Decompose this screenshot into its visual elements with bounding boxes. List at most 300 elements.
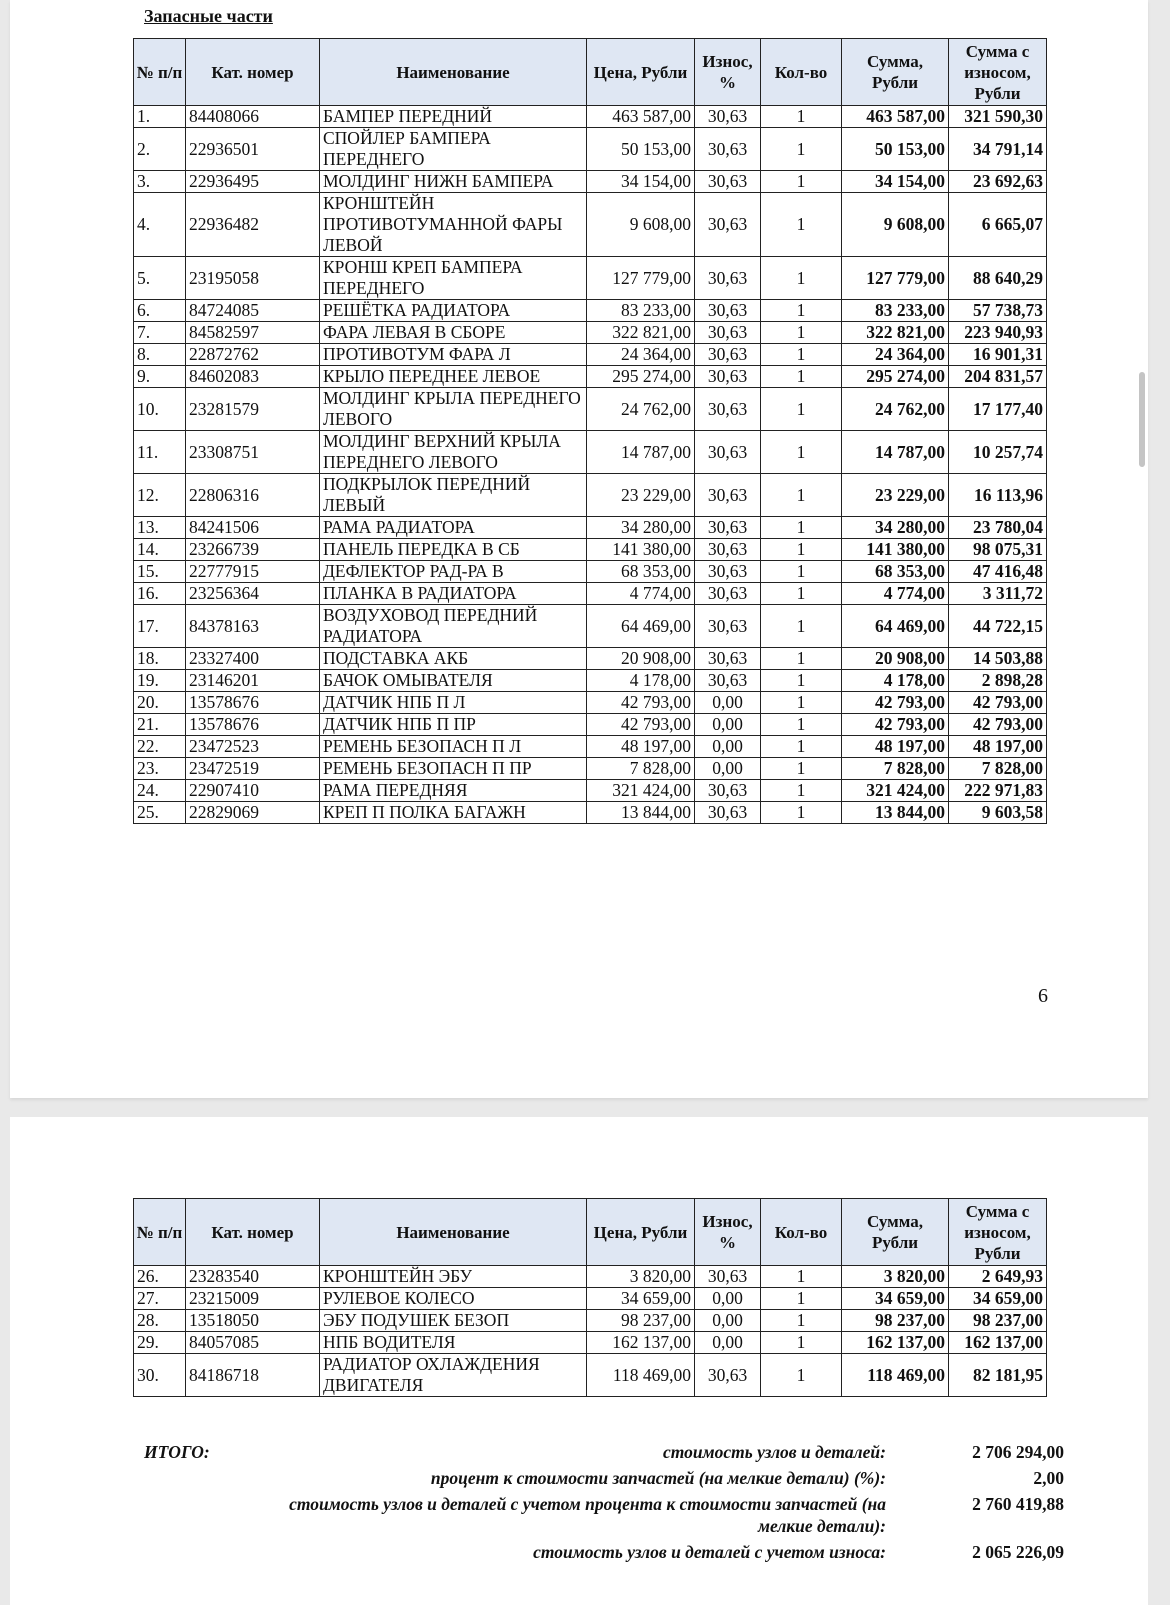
- cell-cat-number: 84057085: [186, 1332, 320, 1354]
- col-header-price: Цена, Рубли: [587, 1199, 695, 1266]
- cell-sum: 4 774,00: [842, 583, 949, 605]
- cell-price: 4 178,00: [587, 670, 695, 692]
- cell-name: ПОДКРЫЛОК ПЕРЕДНИЙ ЛЕВЫЙ: [320, 474, 587, 517]
- cell-number: 1.: [134, 106, 186, 128]
- cell-wear: 0,00: [695, 736, 761, 758]
- cell-qty: 1: [761, 648, 842, 670]
- cell-wear: 30,63: [695, 474, 761, 517]
- cell-cat-number: 13578676: [186, 692, 320, 714]
- cell-sum-with-wear: 47 416,48: [949, 561, 1047, 583]
- cell-wear: 30,63: [695, 1354, 761, 1397]
- cell-sum: 118 469,00: [842, 1354, 949, 1397]
- cell-sum: 295 274,00: [842, 366, 949, 388]
- cell-sum-with-wear: 3 311,72: [949, 583, 1047, 605]
- cell-number: 25.: [134, 802, 186, 824]
- col-header-name: Наименование: [320, 1199, 587, 1266]
- cell-sum: 7 828,00: [842, 758, 949, 780]
- cell-qty: 1: [761, 583, 842, 605]
- cell-price: 463 587,00: [587, 106, 695, 128]
- cell-cat-number: 23256364: [186, 583, 320, 605]
- cell-name: КРЫЛО ПЕРЕДНЕЕ ЛЕВОЕ: [320, 366, 587, 388]
- cell-name: ДАТЧИК НПБ П Л: [320, 692, 587, 714]
- cell-qty: 1: [761, 780, 842, 802]
- cell-sum: 48 197,00: [842, 736, 949, 758]
- parts-table-body-page-2: [134, 1266, 1047, 1397]
- cell-wear: 0,00: [695, 692, 761, 714]
- col-header-number: № п/п: [134, 1199, 186, 1266]
- cell-cat-number: 22872762: [186, 344, 320, 366]
- cell-wear: 0,00: [695, 1288, 761, 1310]
- cell-name: РУЛЕВОЕ КОЛЕСО: [320, 1288, 587, 1310]
- table-row: [134, 758, 1047, 780]
- cell-sum: 24 364,00: [842, 344, 949, 366]
- cell-price: 34 154,00: [587, 171, 695, 193]
- table-row: [134, 1310, 1047, 1332]
- cell-sum: 68 353,00: [842, 561, 949, 583]
- cell-wear: 30,63: [695, 300, 761, 322]
- cell-qty: 1: [761, 128, 842, 171]
- cell-price: 42 793,00: [587, 692, 695, 714]
- cell-sum: 141 380,00: [842, 539, 949, 561]
- cell-number: 22.: [134, 736, 186, 758]
- cell-cat-number: 23215009: [186, 1288, 320, 1310]
- cell-number: 17.: [134, 605, 186, 648]
- cell-name: РЕМЕНЬ БЕЗОПАСН П ПР: [320, 758, 587, 780]
- cell-sum: 9 608,00: [842, 193, 949, 257]
- cell-price: 295 274,00: [587, 366, 695, 388]
- cell-number: 7.: [134, 322, 186, 344]
- cell-number: 4.: [134, 193, 186, 257]
- cell-sum: 322 821,00: [842, 322, 949, 344]
- cell-number: 3.: [134, 171, 186, 193]
- cell-qty: 1: [761, 517, 842, 539]
- cell-wear: 30,63: [695, 322, 761, 344]
- cell-sum-with-wear: 321 590,30: [949, 106, 1047, 128]
- cell-cat-number: 23472519: [186, 758, 320, 780]
- cell-price: 23 229,00: [587, 474, 695, 517]
- parts-table-body-page-1: [134, 106, 1047, 824]
- totals-row: [144, 1441, 1064, 1467]
- cell-wear: 0,00: [695, 714, 761, 736]
- table-row: [134, 300, 1047, 322]
- cell-price: 118 469,00: [587, 1354, 695, 1397]
- cell-wear: 0,00: [695, 1310, 761, 1332]
- cell-sum-with-wear: 88 640,29: [949, 257, 1047, 300]
- cell-wear: 30,63: [695, 802, 761, 824]
- cell-wear: 30,63: [695, 605, 761, 648]
- col-header-sum: Сумма, Рубли: [842, 39, 949, 106]
- cell-name: ПРОТИВОТУМ ФАРА Л: [320, 344, 587, 366]
- cell-name: ПОДСТАВКА АКБ: [320, 648, 587, 670]
- cell-wear: 30,63: [695, 670, 761, 692]
- cell-number: 29.: [134, 1332, 186, 1354]
- cell-price: 68 353,00: [587, 561, 695, 583]
- cell-number: 8.: [134, 344, 186, 366]
- cell-number: 2.: [134, 128, 186, 171]
- cell-price: 321 424,00: [587, 780, 695, 802]
- cell-cat-number: 23281579: [186, 388, 320, 431]
- cell-sum-with-wear: 17 177,40: [949, 388, 1047, 431]
- col-header-cat-number: Кат. номер: [186, 39, 320, 106]
- cell-cat-number: 84724085: [186, 300, 320, 322]
- cell-number: 16.: [134, 583, 186, 605]
- cell-name: СПОЙЛЕР БАМПЕРА ПЕРЕДНЕГО: [320, 128, 587, 171]
- cell-sum: 83 233,00: [842, 300, 949, 322]
- cell-cat-number: 84602083: [186, 366, 320, 388]
- cell-name: МОЛДИНГ НИЖН БАМПЕРА: [320, 171, 587, 193]
- cell-cat-number: 84582597: [186, 322, 320, 344]
- document-page-1: [10, 0, 1148, 1098]
- cell-price: 83 233,00: [587, 300, 695, 322]
- cell-sum: 4 178,00: [842, 670, 949, 692]
- cell-price: 322 821,00: [587, 322, 695, 344]
- cell-sum: 34 154,00: [842, 171, 949, 193]
- cell-sum: 34 659,00: [842, 1288, 949, 1310]
- cell-sum: 50 153,00: [842, 128, 949, 171]
- cell-number: 9.: [134, 366, 186, 388]
- cell-sum-with-wear: 223 940,93: [949, 322, 1047, 344]
- cell-qty: 1: [761, 692, 842, 714]
- scrollbar-thumb[interactable]: [1139, 372, 1145, 467]
- cell-sum: 20 908,00: [842, 648, 949, 670]
- cell-name: ДАТЧИК НПБ П ПР: [320, 714, 587, 736]
- table-row: [134, 780, 1047, 802]
- total-label: стоимость узлов и деталей с учетом износа:: [533, 1542, 886, 1562]
- col-header-name: Наименование: [320, 39, 587, 106]
- cell-number: 27.: [134, 1288, 186, 1310]
- cell-number: 13.: [134, 517, 186, 539]
- cell-price: 34 280,00: [587, 517, 695, 539]
- cell-cat-number: 84408066: [186, 106, 320, 128]
- table-row: [134, 474, 1047, 517]
- cell-sum-with-wear: 14 503,88: [949, 648, 1047, 670]
- cell-wear: 30,63: [695, 517, 761, 539]
- cell-sum-with-wear: 42 793,00: [949, 692, 1047, 714]
- col-header-qty: Кол-во: [761, 39, 842, 106]
- cell-cat-number: 23146201: [186, 670, 320, 692]
- cell-cat-number: 22907410: [186, 780, 320, 802]
- cell-name: РЕШЁТКА РАДИАТОРА: [320, 300, 587, 322]
- cell-price: 24 364,00: [587, 344, 695, 366]
- col-header-wear: Износ, %: [695, 1199, 761, 1266]
- table-row: [134, 714, 1047, 736]
- cell-sum-with-wear: 222 971,83: [949, 780, 1047, 802]
- cell-wear: 30,63: [695, 257, 761, 300]
- cell-qty: 1: [761, 1310, 842, 1332]
- col-header-cat-number: Кат. номер: [186, 1199, 320, 1266]
- cell-cat-number: 22936501: [186, 128, 320, 171]
- table-row: [134, 1332, 1047, 1354]
- cell-name: КРЕП П ПОЛКА БАГАЖН: [320, 802, 587, 824]
- cell-qty: 1: [761, 714, 842, 736]
- cell-qty: 1: [761, 366, 842, 388]
- cell-sum: 321 424,00: [842, 780, 949, 802]
- col-header-wear: Износ, %: [695, 39, 761, 106]
- cell-number: 15.: [134, 561, 186, 583]
- table-row: [134, 736, 1047, 758]
- cell-name: НПБ ВОДИТЕЛЯ: [320, 1332, 587, 1354]
- table-row: [134, 1266, 1047, 1288]
- cell-price: 34 659,00: [587, 1288, 695, 1310]
- cell-number: 28.: [134, 1310, 186, 1332]
- cell-cat-number: 13578676: [186, 714, 320, 736]
- cell-sum: 98 237,00: [842, 1310, 949, 1332]
- cell-number: 23.: [134, 758, 186, 780]
- cell-name: РАДИАТОР ОХЛАЖДЕНИЯ ДВИГАТЕЛЯ: [320, 1354, 587, 1397]
- cell-qty: 1: [761, 474, 842, 517]
- cell-sum-with-wear: 34 659,00: [949, 1288, 1047, 1310]
- cell-qty: 1: [761, 802, 842, 824]
- cell-sum: 42 793,00: [842, 692, 949, 714]
- cell-cat-number: 23195058: [186, 257, 320, 300]
- cell-sum-with-wear: 44 722,15: [949, 605, 1047, 648]
- cell-price: 9 608,00: [587, 193, 695, 257]
- cell-sum-with-wear: 6 665,07: [949, 193, 1047, 257]
- cell-wear: 30,63: [695, 366, 761, 388]
- totals-block: [144, 1441, 1064, 1567]
- cell-cat-number: 23266739: [186, 539, 320, 561]
- cell-qty: 1: [761, 605, 842, 648]
- total-value: 2 065 226,09: [972, 1542, 1064, 1562]
- cell-sum-with-wear: 98 075,31: [949, 539, 1047, 561]
- cell-price: 127 779,00: [587, 257, 695, 300]
- cell-sum-with-wear: 9 603,58: [949, 802, 1047, 824]
- cell-qty: 1: [761, 171, 842, 193]
- table-row: [134, 648, 1047, 670]
- cell-sum-with-wear: 42 793,00: [949, 714, 1047, 736]
- table-row: [134, 106, 1047, 128]
- cell-price: 162 137,00: [587, 1332, 695, 1354]
- cell-sum-with-wear: 34 791,14: [949, 128, 1047, 171]
- cell-price: 141 380,00: [587, 539, 695, 561]
- total-value: 2 760 419,88: [972, 1494, 1064, 1514]
- cell-price: 42 793,00: [587, 714, 695, 736]
- table-row: [134, 692, 1047, 714]
- table-row: [134, 539, 1047, 561]
- cell-wear: 30,63: [695, 106, 761, 128]
- cell-number: 19.: [134, 670, 186, 692]
- total-value: 2 706 294,00: [972, 1442, 1064, 1462]
- cell-sum-with-wear: 57 738,73: [949, 300, 1047, 322]
- cell-qty: 1: [761, 300, 842, 322]
- cell-cat-number: 23472523: [186, 736, 320, 758]
- cell-name: ПЛАНКА В РАДИАТОРА: [320, 583, 587, 605]
- cell-wear: 30,63: [695, 128, 761, 171]
- section-title: Запасные части: [144, 6, 273, 26]
- table-header-row: [134, 1199, 1047, 1266]
- cell-qty: 1: [761, 1354, 842, 1397]
- cell-qty: 1: [761, 106, 842, 128]
- cell-name: КРОНШТЕЙН ПРОТИВОТУМАННОЙ ФАРЫ ЛЕВОЙ: [320, 193, 587, 257]
- table-row: [134, 517, 1047, 539]
- cell-sum-with-wear: 10 257,74: [949, 431, 1047, 474]
- cell-name: ЭБУ ПОДУШЕК БЕЗОП: [320, 1310, 587, 1332]
- cell-wear: 0,00: [695, 1332, 761, 1354]
- cell-cat-number: 84378163: [186, 605, 320, 648]
- cell-wear: 30,63: [695, 583, 761, 605]
- cell-number: 26.: [134, 1266, 186, 1288]
- cell-sum-with-wear: 16 901,31: [949, 344, 1047, 366]
- cell-price: 3 820,00: [587, 1266, 695, 1288]
- cell-qty: 1: [761, 561, 842, 583]
- cell-wear: 30,63: [695, 1266, 761, 1288]
- cell-price: 98 237,00: [587, 1310, 695, 1332]
- cell-qty: 1: [761, 539, 842, 561]
- table-row: [134, 128, 1047, 171]
- table-row: [134, 1354, 1047, 1397]
- cell-wear: 30,63: [695, 193, 761, 257]
- cell-sum: 23 229,00: [842, 474, 949, 517]
- totals-row: [144, 1493, 1064, 1541]
- cell-name: КРОНШ КРЕП БАМПЕРА ПЕРЕДНЕГО: [320, 257, 587, 300]
- table-row: [134, 257, 1047, 300]
- cell-price: 14 787,00: [587, 431, 695, 474]
- cell-name: МОЛДИНГ ВЕРХНИЙ КРЫЛА ПЕРЕДНЕГО ЛЕВОГО: [320, 431, 587, 474]
- cell-cat-number: 22936482: [186, 193, 320, 257]
- cell-qty: 1: [761, 322, 842, 344]
- cell-name: МОЛДИНГ КРЫЛА ПЕРЕДНЕГО ЛЕВОГО: [320, 388, 587, 431]
- table-row: [134, 171, 1047, 193]
- total-value: 2,00: [1033, 1468, 1064, 1488]
- cell-cat-number: 23308751: [186, 431, 320, 474]
- cell-name: РЕМЕНЬ БЕЗОПАСН П Л: [320, 736, 587, 758]
- cell-sum: 34 280,00: [842, 517, 949, 539]
- table-row: [134, 605, 1047, 648]
- parts-table-page-1: [133, 38, 1047, 824]
- cell-sum: 14 787,00: [842, 431, 949, 474]
- table-row: [134, 322, 1047, 344]
- cell-wear: 30,63: [695, 780, 761, 802]
- col-header-number: № п/п: [134, 39, 186, 106]
- document-page-2: [10, 1117, 1148, 1605]
- total-label: стоимость узлов и деталей с учетом процента к стоимости запчастей (на мелкие детали):: [289, 1494, 886, 1536]
- table-header-row: [134, 39, 1047, 106]
- cell-name: КРОНШТЕЙН ЭБУ: [320, 1266, 587, 1288]
- table-row: [134, 388, 1047, 431]
- cell-sum-with-wear: 48 197,00: [949, 736, 1047, 758]
- cell-sum: 463 587,00: [842, 106, 949, 128]
- cell-sum: 42 793,00: [842, 714, 949, 736]
- cell-sum-with-wear: 7 828,00: [949, 758, 1047, 780]
- cell-name: ФАРА ЛЕВАЯ В СБОРЕ: [320, 322, 587, 344]
- cell-number: 10.: [134, 388, 186, 431]
- cell-name: БАМПЕР ПЕРЕДНИЙ: [320, 106, 587, 128]
- cell-qty: 1: [761, 758, 842, 780]
- table-row: [134, 583, 1047, 605]
- cell-wear: 0,00: [695, 758, 761, 780]
- cell-name: ПАНЕЛЬ ПЕРЕДКА В СБ: [320, 539, 587, 561]
- cell-name: БАЧОК ОМЫВАТЕЛЯ: [320, 670, 587, 692]
- cell-sum-with-wear: 2 649,93: [949, 1266, 1047, 1288]
- cell-sum: 24 762,00: [842, 388, 949, 431]
- cell-cat-number: 22936495: [186, 171, 320, 193]
- cell-qty: 1: [761, 193, 842, 257]
- cell-sum-with-wear: 16 113,96: [949, 474, 1047, 517]
- table-row: [134, 670, 1047, 692]
- col-header-sum-with-wear: Сумма с износом, Рубли: [949, 39, 1047, 106]
- cell-cat-number: 22829069: [186, 802, 320, 824]
- totals-row: [144, 1541, 1064, 1567]
- cell-sum: 127 779,00: [842, 257, 949, 300]
- cell-sum-with-wear: 162 137,00: [949, 1332, 1047, 1354]
- cell-qty: 1: [761, 736, 842, 758]
- cell-number: 21.: [134, 714, 186, 736]
- cell-name: ВОЗДУХОВОД ПЕРЕДНИЙ РАДИАТОРА: [320, 605, 587, 648]
- cell-sum: 3 820,00: [842, 1266, 949, 1288]
- col-header-qty: Кол-во: [761, 1199, 842, 1266]
- cell-sum-with-wear: 23 692,63: [949, 171, 1047, 193]
- cell-sum-with-wear: 82 181,95: [949, 1354, 1047, 1397]
- table-row: [134, 561, 1047, 583]
- cell-sum-with-wear: 2 898,28: [949, 670, 1047, 692]
- cell-sum-with-wear: 204 831,57: [949, 366, 1047, 388]
- itogo-label: ИТОГО:: [144, 1442, 210, 1462]
- cell-price: 64 469,00: [587, 605, 695, 648]
- cell-price: 20 908,00: [587, 648, 695, 670]
- cell-qty: 1: [761, 257, 842, 300]
- col-header-sum: Сумма, Рубли: [842, 1199, 949, 1266]
- cell-qty: 1: [761, 344, 842, 366]
- cell-wear: 30,63: [695, 648, 761, 670]
- cell-sum-with-wear: 23 780,04: [949, 517, 1047, 539]
- cell-qty: 1: [761, 388, 842, 431]
- cell-cat-number: 23283540: [186, 1266, 320, 1288]
- cell-name: РАМА ПЕРЕДНЯЯ: [320, 780, 587, 802]
- cell-wear: 30,63: [695, 431, 761, 474]
- cell-number: 24.: [134, 780, 186, 802]
- cell-sum: 162 137,00: [842, 1332, 949, 1354]
- cell-wear: 30,63: [695, 171, 761, 193]
- cell-price: 4 774,00: [587, 583, 695, 605]
- table-row: [134, 366, 1047, 388]
- cell-cat-number: 23327400: [186, 648, 320, 670]
- cell-qty: 1: [761, 670, 842, 692]
- cell-number: 5.: [134, 257, 186, 300]
- cell-price: 13 844,00: [587, 802, 695, 824]
- cell-qty: 1: [761, 1332, 842, 1354]
- table-row: [134, 802, 1047, 824]
- totals-row: [144, 1467, 1064, 1493]
- total-label: стоимость узлов и деталей:: [663, 1442, 886, 1462]
- table-row: [134, 344, 1047, 366]
- cell-price: 50 153,00: [587, 128, 695, 171]
- cell-price: 7 828,00: [587, 758, 695, 780]
- cell-cat-number: 84186718: [186, 1354, 320, 1397]
- cell-number: 14.: [134, 539, 186, 561]
- cell-qty: 1: [761, 1288, 842, 1310]
- cell-cat-number: 84241506: [186, 517, 320, 539]
- cell-name: ДЕФЛЕКТОР РАД-РА В: [320, 561, 587, 583]
- cell-wear: 30,63: [695, 388, 761, 431]
- cell-cat-number: 13518050: [186, 1310, 320, 1332]
- cell-wear: 30,63: [695, 539, 761, 561]
- cell-sum: 64 469,00: [842, 605, 949, 648]
- table-row: [134, 193, 1047, 257]
- cell-price: 24 762,00: [587, 388, 695, 431]
- cell-sum: 13 844,00: [842, 802, 949, 824]
- cell-number: 20.: [134, 692, 186, 714]
- cell-wear: 30,63: [695, 344, 761, 366]
- parts-table-page-2: [133, 1198, 1047, 1397]
- table-row: [134, 1288, 1047, 1310]
- cell-number: 18.: [134, 648, 186, 670]
- cell-name: РАМА РАДИАТОРА: [320, 517, 587, 539]
- cell-cat-number: 22806316: [186, 474, 320, 517]
- cell-sum-with-wear: 98 237,00: [949, 1310, 1047, 1332]
- col-header-price: Цена, Рубли: [587, 39, 695, 106]
- total-label: процент к стоимости запчастей (на мелкие детали) (%):: [430, 1468, 886, 1488]
- cell-qty: 1: [761, 431, 842, 474]
